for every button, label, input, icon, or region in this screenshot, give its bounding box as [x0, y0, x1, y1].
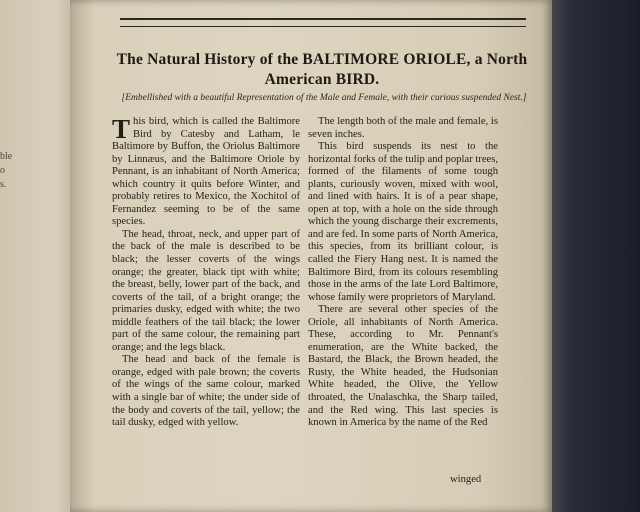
- left-column: [112, 116, 300, 430]
- margin-fragment: ble: [0, 151, 13, 162]
- paragraph: The length both of the male and female, is seven inches.: [308, 116, 498, 140]
- paragraph: The head and back of the female is orange, edged with pale brown; the coverts of the wings of the same colour, marked with a single bar of white; the under side of the body and coverts of the tail, yellow; the tail dusky, edged with yellow.: [112, 354, 300, 429]
- article-title: The Natural History of the BALTIMORE ORIOLE, a North American BIRD.: [116, 51, 528, 88]
- paragraph: The head, throat, neck, and upper part of the back of the male is described to be black; the lesser coverts of the wings orange; the greater, black tipt with white; the breast, belly, lower part of the back, and coverts of the tail, of a bright orange; the primaries dusky, edged with white; the two middle feathers of the tail black; the lower part of the same colour, the remaining part orange; and the legs black.: [112, 228, 300, 353]
- margin-fragment: o: [0, 165, 5, 176]
- paragraph: There are several other species of the Oriole, all inhabitants of North America. These, according to Mr. Pennant's enumeration, are the White backed, the Bastard, the Black, the Brown headed, the Rusty, the White headed, the Hudsonian White headed, the Olive, the Yellow throated, the Unalaschka, the Sharp tailed, and the Red wing. This last species is known in America by the name of the Red: [308, 304, 498, 429]
- catchword: winged: [450, 474, 482, 485]
- paragraph: [112, 116, 300, 229]
- header-rule: [120, 18, 526, 27]
- article-subtitle: [Embellished with a beautiful Representation of the Male and Female, with their curious suspended Nest.]: [121, 93, 527, 103]
- right-column: [308, 116, 498, 430]
- margin-fragment: s.: [0, 179, 7, 190]
- paragraph: This bird suspends its nest to the horizontal forks of the tulip and poplar trees, formed of the filaments of some tough plants, curiously woven, mixed with wool, and lined with hairs. It is of a pear shape, open at top, with a hole on the side through which the young discharge their excrements, and are fed. In some parts of North America, this species, from its brilliant colour, is called the Fiery Hang nest. It is named the Baltimore Bird, from its colours resembling those in the arms of the late Lord Baltimore, whose family were proprietors of Maryland.: [308, 141, 498, 303]
- dark-background: [548, 0, 640, 512]
- drop-cap: T: [112, 114, 131, 144]
- left-margin-text: [0, 150, 30, 192]
- paragraph-text: his bird, which is called the Baltimore Bird by Catesby and Latham, le Baltimore by Buffon, the Oriolus Baltimore by Linnæus, and the Baltimore Oriole by Pennant, is an inhabitant of North America; which country it quits before Winter, and probably retires to Mexico, the Xochitol of Fernandez seeming to be of the same species.: [112, 116, 300, 228]
